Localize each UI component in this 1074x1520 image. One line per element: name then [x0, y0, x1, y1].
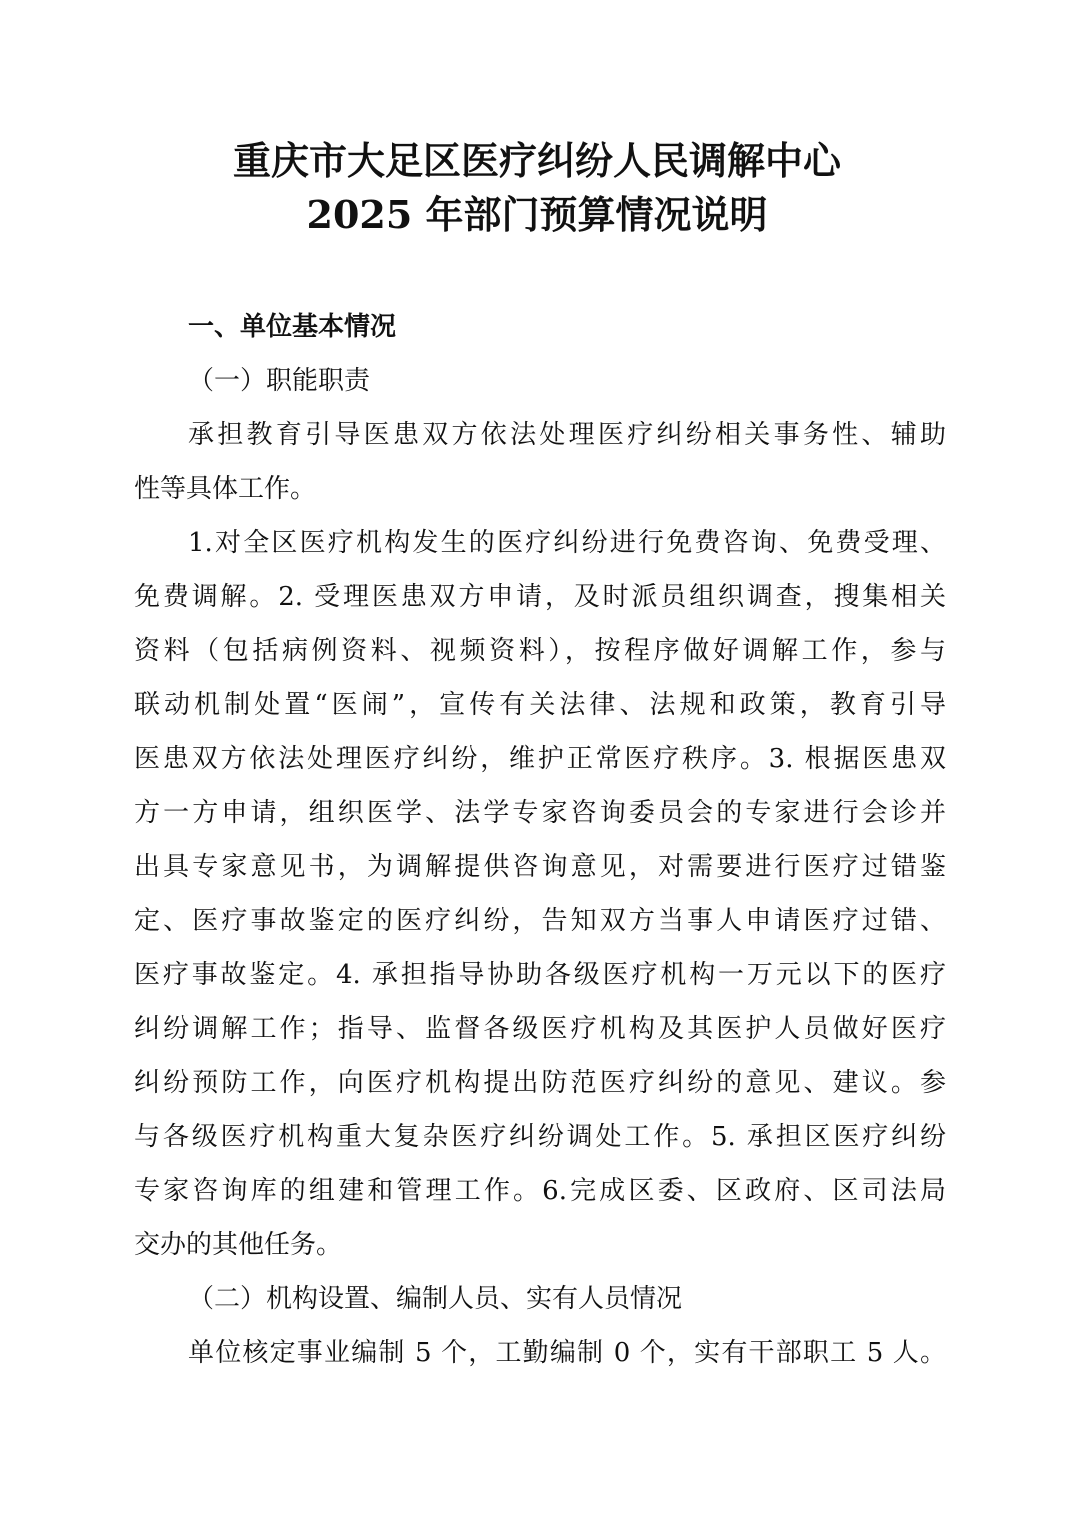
paragraph-line: 医疗事故鉴定。4. 承担指导协助各级医疗机构一万元以下的医疗 [134, 960, 946, 990]
subsection-heading-duties: （一）职能职责 [188, 366, 371, 396]
paragraph-line: 单位核定事业编制 5 个，工勤编制 0 个，实有干部职工 5 人。 [188, 1338, 946, 1368]
paragraph-line: 1.对全区医疗机构发生的医疗纠纷进行免费咨询、免费受理、 [188, 528, 946, 558]
subsection-heading-staffing: （二）机构设置、编制人员、实有人员情况 [188, 1284, 683, 1314]
paragraph-line: 定、医疗事故鉴定的医疗纠纷，告知双方当事人申请医疗过错、 [134, 906, 946, 936]
paragraph-line: 交办的其他任务。 [134, 1230, 343, 1260]
paragraph-line: 出具专家意见书，为调解提供咨询意见，对需要进行医疗过错鉴 [134, 852, 946, 882]
paragraph-line: 免费调解。2. 受理医患双方申请，及时派员组织调查，搜集相关 [134, 582, 946, 612]
paragraph-line: 性等具体工作。 [134, 474, 317, 504]
paragraph-line: 资料（包括病例资料、视频资料），按程序做好调解工作，参与 [134, 636, 946, 666]
paragraph-line: 专家咨询库的组建和管理工作。6.完成区委、区政府、区司法局 [134, 1176, 946, 1206]
paragraph-line: 承担教育引导医患双方依法处理医疗纠纷相关事务性、辅助 [188, 420, 946, 450]
paragraph-line: 方一方申请，组织医学、法学专家咨询委员会的专家进行会诊并 [134, 798, 946, 828]
paragraph-line: 与各级医疗机构重大复杂医疗纠纷调处工作。5. 承担区医疗纠纷 [134, 1122, 946, 1152]
document-title-line-1: 重庆市大足区医疗纠纷人民调解中心 [232, 138, 841, 183]
paragraph-line: 医患双方依法处理医疗纠纷，维护正常医疗秩序。3. 根据医患双 [134, 744, 946, 774]
section-heading: 一、单位基本情况 [188, 312, 397, 342]
paragraph-line: 纠纷调解工作；指导、监督各级医疗机构及其医护人员做好医疗 [134, 1014, 946, 1044]
paragraph-line: 纠纷预防工作，向医疗机构提出防范医疗纠纷的意见、建议。参 [134, 1068, 946, 1098]
paragraph-line: 联动机制处置“医闹”，宣传有关法律、法规和政策，教育引导 [134, 690, 946, 720]
document-title-line-2: 2025 年部门预算情况说明 [306, 192, 768, 237]
